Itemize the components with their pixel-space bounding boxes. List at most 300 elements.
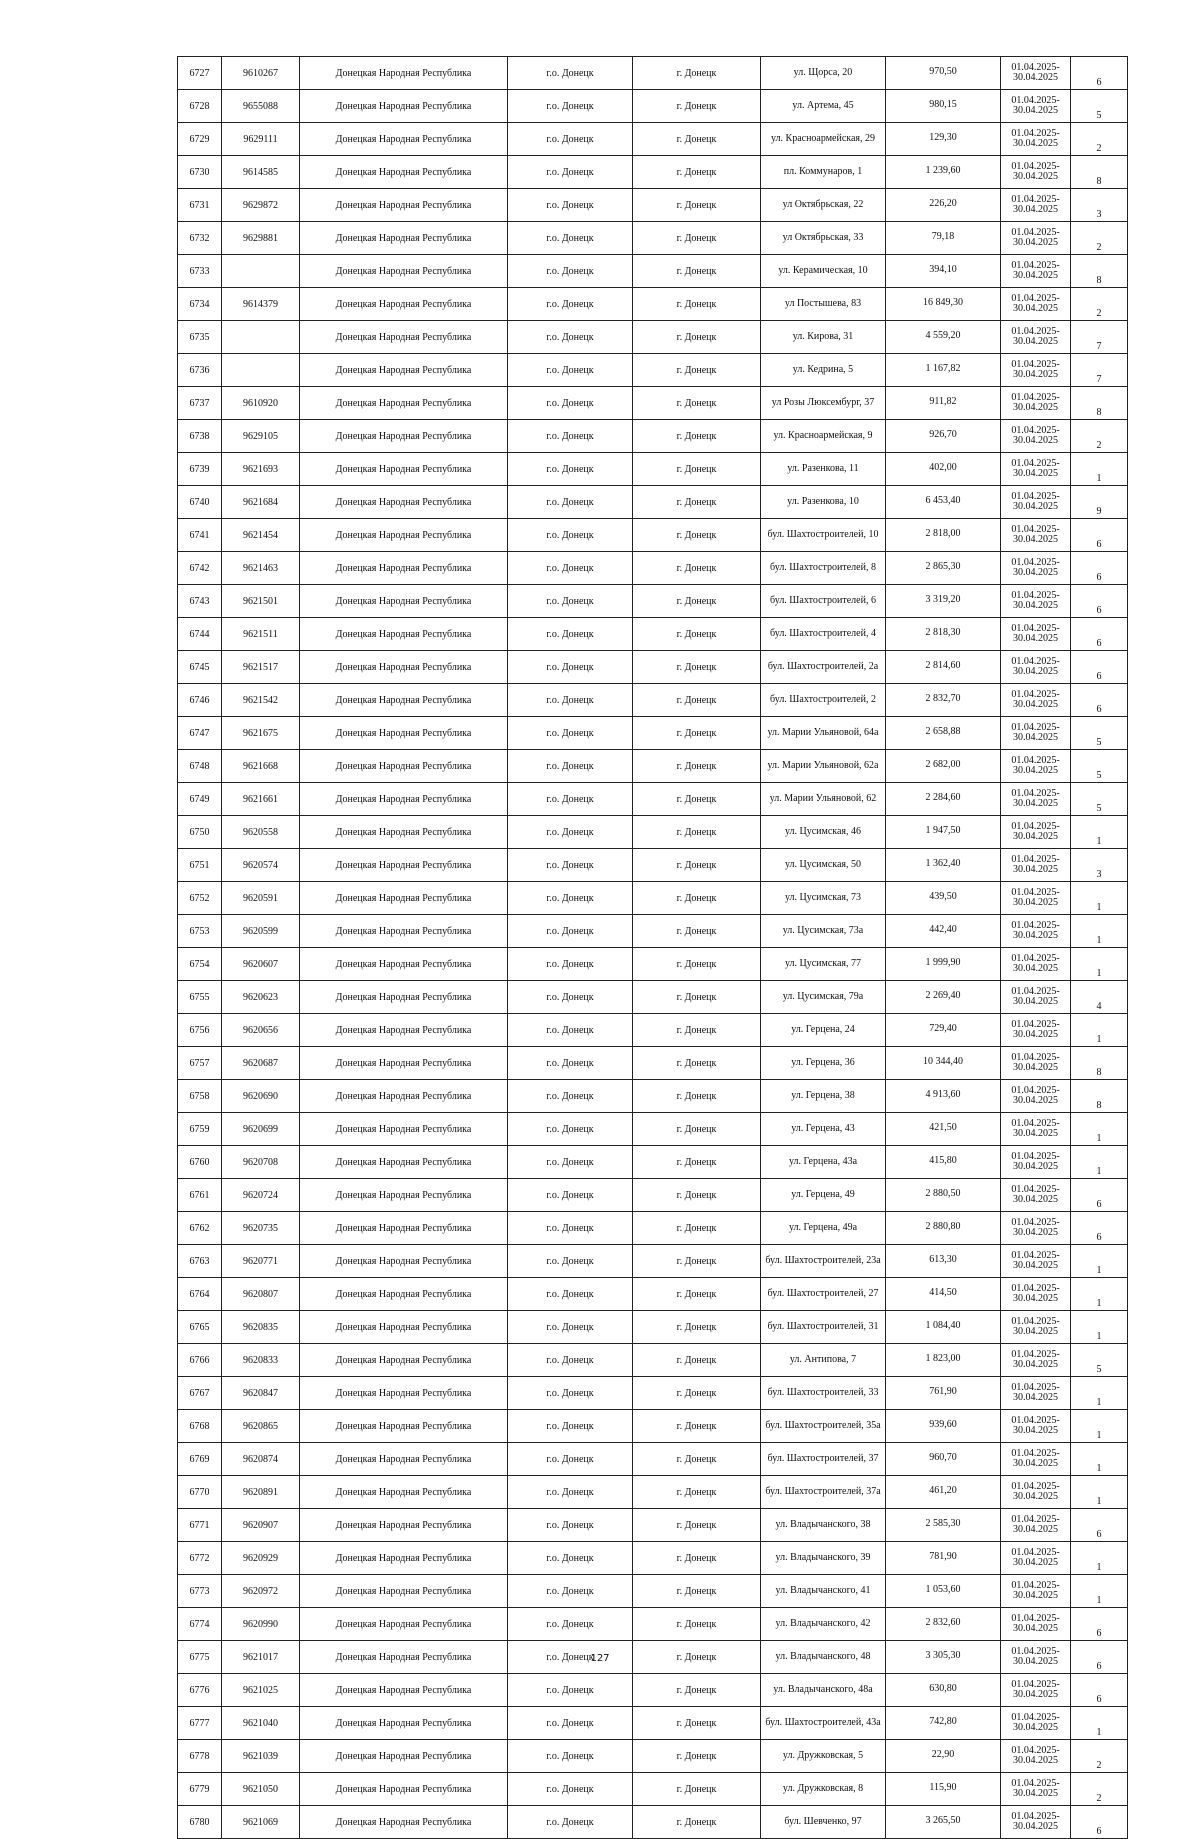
object-id-cell: 9620972 — [222, 1575, 300, 1608]
address-cell: ул. Щорса, 20 — [761, 57, 886, 90]
region-cell: Донецкая Народная Республика — [300, 1377, 508, 1410]
area-cell: 2 814,60 — [886, 651, 1001, 684]
area-cell: 2 269,40 — [886, 981, 1001, 1014]
region-cell: Донецкая Народная Республика — [300, 552, 508, 585]
area-cell: 10 344,40 — [886, 1047, 1001, 1080]
period-cell: 01.04.2025-30.04.2025 — [1001, 1080, 1071, 1113]
region-cell: Донецкая Народная Республика — [300, 1146, 508, 1179]
city-cell: г. Донецк — [633, 255, 761, 288]
count-cell: 8 — [1071, 1047, 1128, 1080]
period-cell: 01.04.2025-30.04.2025 — [1001, 1146, 1071, 1179]
row-number-cell: 6776 — [178, 1674, 222, 1707]
region-cell: Донецкая Народная Республика — [300, 1311, 508, 1344]
region-cell: Донецкая Народная Республика — [300, 948, 508, 981]
row-number-cell: 6763 — [178, 1245, 222, 1278]
row-number-cell: 6733 — [178, 255, 222, 288]
area-cell: 781,90 — [886, 1542, 1001, 1575]
city-cell: г. Донецк — [633, 948, 761, 981]
period-cell: 01.04.2025-30.04.2025 — [1001, 1806, 1071, 1839]
city-cell: г. Донецк — [633, 618, 761, 651]
region-cell: Донецкая Народная Республика — [300, 1212, 508, 1245]
city-cell: г. Донецк — [633, 453, 761, 486]
object-id-cell: 9629111 — [222, 123, 300, 156]
period-cell: 01.04.2025-30.04.2025 — [1001, 948, 1071, 981]
table-row — [178, 1014, 1128, 1047]
region-cell: Донецкая Народная Республика — [300, 486, 508, 519]
row-number-cell: 6727 — [178, 57, 222, 90]
district-cell: г.о. Донецк — [508, 288, 633, 321]
area-cell: 2 658,88 — [886, 717, 1001, 750]
row-number-cell: 6731 — [178, 189, 222, 222]
city-cell: г. Донецк — [633, 1410, 761, 1443]
count-cell: 1 — [1071, 1476, 1128, 1509]
area-cell: 1 362,40 — [886, 849, 1001, 882]
city-cell: г. Донецк — [633, 354, 761, 387]
table-row — [178, 222, 1128, 255]
city-cell: г. Донецк — [633, 882, 761, 915]
row-number-cell: 6734 — [178, 288, 222, 321]
district-cell: г.о. Донецк — [508, 1278, 633, 1311]
city-cell: г. Донецк — [633, 1740, 761, 1773]
period-cell: 01.04.2025-30.04.2025 — [1001, 585, 1071, 618]
region-cell: Донецкая Народная Республика — [300, 1509, 508, 1542]
period-cell: 01.04.2025-30.04.2025 — [1001, 1443, 1071, 1476]
area-cell: 729,40 — [886, 1014, 1001, 1047]
row-number-cell: 6750 — [178, 816, 222, 849]
row-number-cell: 6741 — [178, 519, 222, 552]
row-number-cell: 6766 — [178, 1344, 222, 1377]
count-cell: 6 — [1071, 1674, 1128, 1707]
region-cell: Донецкая Народная Республика — [300, 1740, 508, 1773]
region-cell: Донецкая Народная Республика — [300, 222, 508, 255]
table-row — [178, 519, 1128, 552]
district-cell: г.о. Донецк — [508, 1476, 633, 1509]
object-id-cell: 9629881 — [222, 222, 300, 255]
count-cell: 1 — [1071, 816, 1128, 849]
address-cell: ул. Владычанского, 39 — [761, 1542, 886, 1575]
object-id-cell: 9620929 — [222, 1542, 300, 1575]
object-id-cell: 9620690 — [222, 1080, 300, 1113]
district-cell: г.о. Донецк — [508, 684, 633, 717]
region-cell: Донецкая Народная Республика — [300, 1245, 508, 1278]
period-cell: 01.04.2025-30.04.2025 — [1001, 915, 1071, 948]
district-cell: г.о. Донецк — [508, 651, 633, 684]
district-cell: г.о. Донецк — [508, 420, 633, 453]
address-cell: бул. Шахтостроителей, 35а — [761, 1410, 886, 1443]
table-row — [178, 1080, 1128, 1113]
region-cell: Донецкая Народная Республика — [300, 882, 508, 915]
area-cell: 2 880,50 — [886, 1179, 1001, 1212]
period-cell: 01.04.2025-30.04.2025 — [1001, 321, 1071, 354]
city-cell: г. Донецк — [633, 1377, 761, 1410]
city-cell: г. Донецк — [633, 1080, 761, 1113]
address-cell: ул. Антипова, 7 — [761, 1344, 886, 1377]
period-cell: 01.04.2025-30.04.2025 — [1001, 1311, 1071, 1344]
table-row — [178, 1311, 1128, 1344]
table-row — [178, 1542, 1128, 1575]
table-row — [178, 915, 1128, 948]
table-row — [178, 486, 1128, 519]
object-id-cell: 9620907 — [222, 1509, 300, 1542]
row-number-cell: 6755 — [178, 981, 222, 1014]
city-cell: г. Донецк — [633, 189, 761, 222]
object-id-cell: 9621463 — [222, 552, 300, 585]
object-id-cell: 9620724 — [222, 1179, 300, 1212]
city-cell: г. Донецк — [633, 1212, 761, 1245]
address-cell: бул. Шахтостроителей, 31 — [761, 1311, 886, 1344]
table-row — [178, 453, 1128, 486]
table-row — [178, 90, 1128, 123]
count-cell: 8 — [1071, 255, 1128, 288]
object-id-cell: 9620847 — [222, 1377, 300, 1410]
region-cell: Донецкая Народная Республика — [300, 981, 508, 1014]
city-cell: г. Донецк — [633, 783, 761, 816]
table-row — [178, 1674, 1128, 1707]
district-cell: г.о. Донецк — [508, 1146, 633, 1179]
area-cell: 461,20 — [886, 1476, 1001, 1509]
city-cell: г. Донецк — [633, 552, 761, 585]
count-cell: 5 — [1071, 90, 1128, 123]
period-cell: 01.04.2025-30.04.2025 — [1001, 354, 1071, 387]
region-cell: Донецкая Народная Республика — [300, 453, 508, 486]
region-cell: Донецкая Народная Республика — [300, 1014, 508, 1047]
city-cell: г. Донецк — [633, 1509, 761, 1542]
area-cell: 960,70 — [886, 1443, 1001, 1476]
district-cell: г.о. Донецк — [508, 1641, 633, 1674]
address-cell: бул. Шахтостроителей, 4 — [761, 618, 886, 651]
table-row — [178, 189, 1128, 222]
address-cell: ул. Кедрина, 5 — [761, 354, 886, 387]
area-cell: 1 167,82 — [886, 354, 1001, 387]
address-cell: ул. Артема, 45 — [761, 90, 886, 123]
district-cell: г.о. Донецк — [508, 1179, 633, 1212]
object-id-cell: 9620574 — [222, 849, 300, 882]
district-cell: г.о. Донецк — [508, 816, 633, 849]
row-number-cell: 6728 — [178, 90, 222, 123]
address-cell: бул. Шахтостроителей, 23а — [761, 1245, 886, 1278]
count-cell: 5 — [1071, 750, 1128, 783]
city-cell: г. Донецк — [633, 1443, 761, 1476]
row-number-cell: 6737 — [178, 387, 222, 420]
object-id-cell: 9655088 — [222, 90, 300, 123]
city-cell: г. Донецк — [633, 750, 761, 783]
region-cell: Донецкая Народная Республика — [300, 1410, 508, 1443]
region-cell: Донецкая Народная Республика — [300, 816, 508, 849]
row-number-cell: 6767 — [178, 1377, 222, 1410]
area-cell: 129,30 — [886, 123, 1001, 156]
address-cell: ул. Герцена, 49 — [761, 1179, 886, 1212]
table-row — [178, 321, 1128, 354]
table-row — [178, 1443, 1128, 1476]
city-cell: г. Донецк — [633, 816, 761, 849]
area-cell: 4 559,20 — [886, 321, 1001, 354]
area-cell: 3 305,30 — [886, 1641, 1001, 1674]
table-row — [178, 1740, 1128, 1773]
address-cell: бул. Шахтостроителей, 27 — [761, 1278, 886, 1311]
table-row — [178, 816, 1128, 849]
table-row — [178, 1344, 1128, 1377]
district-cell: г.о. Донецк — [508, 948, 633, 981]
area-cell: 16 849,30 — [886, 288, 1001, 321]
count-cell: 1 — [1071, 1377, 1128, 1410]
row-number-cell: 6742 — [178, 552, 222, 585]
count-cell: 5 — [1071, 783, 1128, 816]
district-cell: г.о. Донецк — [508, 156, 633, 189]
period-cell: 01.04.2025-30.04.2025 — [1001, 222, 1071, 255]
area-cell: 2 284,60 — [886, 783, 1001, 816]
city-cell: г. Донецк — [633, 1608, 761, 1641]
count-cell: 8 — [1071, 387, 1128, 420]
row-number-cell: 6753 — [178, 915, 222, 948]
period-cell: 01.04.2025-30.04.2025 — [1001, 816, 1071, 849]
row-number-cell: 6780 — [178, 1806, 222, 1839]
city-cell: г. Донецк — [633, 420, 761, 453]
region-cell: Донецкая Народная Республика — [300, 585, 508, 618]
period-cell: 01.04.2025-30.04.2025 — [1001, 849, 1071, 882]
table-row — [178, 585, 1128, 618]
area-cell: 226,20 — [886, 189, 1001, 222]
city-cell: г. Донецк — [633, 519, 761, 552]
district-cell: г.о. Донецк — [508, 1740, 633, 1773]
row-number-cell: 6758 — [178, 1080, 222, 1113]
table-row — [178, 948, 1128, 981]
count-cell: 1 — [1071, 1113, 1128, 1146]
count-cell: 1 — [1071, 1542, 1128, 1575]
row-number-cell: 6746 — [178, 684, 222, 717]
table-row — [178, 57, 1128, 90]
table-row — [178, 552, 1128, 585]
count-cell: 2 — [1071, 288, 1128, 321]
city-cell: г. Донецк — [633, 1641, 761, 1674]
period-cell: 01.04.2025-30.04.2025 — [1001, 90, 1071, 123]
object-id-cell: 9621542 — [222, 684, 300, 717]
area-cell: 402,00 — [886, 453, 1001, 486]
object-id-cell: 9620833 — [222, 1344, 300, 1377]
area-cell: 2 865,30 — [886, 552, 1001, 585]
table-row — [178, 1245, 1128, 1278]
district-cell: г.о. Донецк — [508, 717, 633, 750]
count-cell: 1 — [1071, 915, 1128, 948]
city-cell: г. Донецк — [633, 651, 761, 684]
row-number-cell: 6730 — [178, 156, 222, 189]
object-id-cell: 9620990 — [222, 1608, 300, 1641]
object-id-cell: 9620771 — [222, 1245, 300, 1278]
region-cell: Донецкая Народная Республика — [300, 321, 508, 354]
count-cell: 2 — [1071, 1773, 1128, 1806]
city-cell: г. Донецк — [633, 1278, 761, 1311]
row-number-cell: 6773 — [178, 1575, 222, 1608]
period-cell: 01.04.2025-30.04.2025 — [1001, 123, 1071, 156]
row-number-cell: 6745 — [178, 651, 222, 684]
row-number-cell: 6748 — [178, 750, 222, 783]
row-number-cell: 6762 — [178, 1212, 222, 1245]
area-cell: 1 947,50 — [886, 816, 1001, 849]
city-cell: г. Донецк — [633, 90, 761, 123]
region-cell: Донецкая Народная Республика — [300, 1641, 508, 1674]
registry-table — [177, 56, 1128, 1839]
count-cell: 6 — [1071, 1641, 1128, 1674]
address-cell: бул. Шахтостроителей, 33 — [761, 1377, 886, 1410]
address-cell: ул. Цусимская, 50 — [761, 849, 886, 882]
address-cell: ул. Цусимская, 73 — [761, 882, 886, 915]
city-cell: г. Донецк — [633, 57, 761, 90]
period-cell: 01.04.2025-30.04.2025 — [1001, 1113, 1071, 1146]
city-cell: г. Донецк — [633, 1311, 761, 1344]
region-cell: Донецкая Народная Республика — [300, 1476, 508, 1509]
district-cell: г.о. Донецк — [508, 849, 633, 882]
object-id-cell — [222, 354, 300, 387]
region-cell: Донецкая Народная Республика — [300, 618, 508, 651]
city-cell: г. Донецк — [633, 1806, 761, 1839]
period-cell: 01.04.2025-30.04.2025 — [1001, 387, 1071, 420]
district-cell: г.о. Донецк — [508, 1575, 633, 1608]
period-cell: 01.04.2025-30.04.2025 — [1001, 486, 1071, 519]
count-cell: 8 — [1071, 156, 1128, 189]
period-cell: 01.04.2025-30.04.2025 — [1001, 1707, 1071, 1740]
region-cell: Донецкая Народная Республика — [300, 57, 508, 90]
row-number-cell: 6749 — [178, 783, 222, 816]
period-cell: 01.04.2025-30.04.2025 — [1001, 1509, 1071, 1542]
region-cell: Донецкая Народная Республика — [300, 1344, 508, 1377]
address-cell: ул Октябрьская, 22 — [761, 189, 886, 222]
region-cell: Донецкая Народная Республика — [300, 255, 508, 288]
area-cell: 1 053,60 — [886, 1575, 1001, 1608]
count-cell: 1 — [1071, 948, 1128, 981]
count-cell: 6 — [1071, 57, 1128, 90]
period-cell: 01.04.2025-30.04.2025 — [1001, 1179, 1071, 1212]
period-cell: 01.04.2025-30.04.2025 — [1001, 1245, 1071, 1278]
district-cell: г.о. Донецк — [508, 1245, 633, 1278]
count-cell: 2 — [1071, 222, 1128, 255]
area-cell: 22,90 — [886, 1740, 1001, 1773]
count-cell: 1 — [1071, 882, 1128, 915]
count-cell: 2 — [1071, 1740, 1128, 1773]
period-cell: 01.04.2025-30.04.2025 — [1001, 189, 1071, 222]
city-cell: г. Донецк — [633, 123, 761, 156]
row-number-cell: 6769 — [178, 1443, 222, 1476]
city-cell: г. Донецк — [633, 1707, 761, 1740]
count-cell: 6 — [1071, 552, 1128, 585]
district-cell: г.о. Донецк — [508, 1608, 633, 1641]
table-row — [178, 1179, 1128, 1212]
object-id-cell: 9621025 — [222, 1674, 300, 1707]
table-row — [178, 420, 1128, 453]
table-row — [178, 1476, 1128, 1509]
count-cell: 9 — [1071, 486, 1128, 519]
count-cell: 4 — [1071, 981, 1128, 1014]
period-cell: 01.04.2025-30.04.2025 — [1001, 1641, 1071, 1674]
area-cell: 1 239,60 — [886, 156, 1001, 189]
region-cell: Донецкая Народная Республика — [300, 354, 508, 387]
region-cell: Донецкая Народная Республика — [300, 684, 508, 717]
row-number-cell: 6760 — [178, 1146, 222, 1179]
count-cell: 1 — [1071, 1410, 1128, 1443]
city-cell: г. Донецк — [633, 1773, 761, 1806]
address-cell: ул. Владычанского, 48а — [761, 1674, 886, 1707]
table-row — [178, 783, 1128, 816]
object-id-cell: 9629105 — [222, 420, 300, 453]
period-cell: 01.04.2025-30.04.2025 — [1001, 255, 1071, 288]
count-cell: 3 — [1071, 849, 1128, 882]
address-cell: ул. Марии Ульяновой, 64а — [761, 717, 886, 750]
area-cell: 2 832,70 — [886, 684, 1001, 717]
city-cell: г. Донецк — [633, 717, 761, 750]
city-cell: г. Донецк — [633, 288, 761, 321]
table-row — [178, 1773, 1128, 1806]
area-cell: 980,15 — [886, 90, 1001, 123]
object-id-cell: 9620591 — [222, 882, 300, 915]
object-id-cell: 9621050 — [222, 1773, 300, 1806]
address-cell: пл. Коммунаров, 1 — [761, 156, 886, 189]
region-cell: Донецкая Народная Республика — [300, 1542, 508, 1575]
table-row — [178, 1212, 1128, 1245]
region-cell: Донецкая Народная Республика — [300, 849, 508, 882]
table-row — [178, 750, 1128, 783]
count-cell: 6 — [1071, 651, 1128, 684]
address-cell: ул Октябрьская, 33 — [761, 222, 886, 255]
object-id-cell: 9620558 — [222, 816, 300, 849]
count-cell: 2 — [1071, 420, 1128, 453]
district-cell: г.о. Донецк — [508, 552, 633, 585]
object-id-cell: 9621668 — [222, 750, 300, 783]
table-row — [178, 849, 1128, 882]
object-id-cell: 9621454 — [222, 519, 300, 552]
count-cell: 7 — [1071, 321, 1128, 354]
object-id-cell: 9621511 — [222, 618, 300, 651]
area-cell: 442,40 — [886, 915, 1001, 948]
row-number-cell: 6729 — [178, 123, 222, 156]
area-cell: 2 682,00 — [886, 750, 1001, 783]
period-cell: 01.04.2025-30.04.2025 — [1001, 1410, 1071, 1443]
area-cell: 421,50 — [886, 1113, 1001, 1146]
row-number-cell: 6735 — [178, 321, 222, 354]
row-number-cell: 6757 — [178, 1047, 222, 1080]
row-number-cell: 6747 — [178, 717, 222, 750]
district-cell: г.о. Донецк — [508, 387, 633, 420]
object-id-cell: 9620708 — [222, 1146, 300, 1179]
district-cell: г.о. Донецк — [508, 90, 633, 123]
address-cell: ул. Красноармейская, 9 — [761, 420, 886, 453]
count-cell: 3 — [1071, 189, 1128, 222]
area-cell: 3 319,20 — [886, 585, 1001, 618]
table-row — [178, 981, 1128, 1014]
address-cell: ул. Кирова, 31 — [761, 321, 886, 354]
city-cell: г. Донецк — [633, 1014, 761, 1047]
table-row — [178, 1608, 1128, 1641]
count-cell: 6 — [1071, 585, 1128, 618]
address-cell: ул. Владычанского, 48 — [761, 1641, 886, 1674]
district-cell: г.о. Донецк — [508, 783, 633, 816]
region-cell: Донецкая Народная Республика — [300, 90, 508, 123]
object-id-cell: 9629872 — [222, 189, 300, 222]
count-cell: 1 — [1071, 1146, 1128, 1179]
object-id-cell: 9620835 — [222, 1311, 300, 1344]
count-cell: 6 — [1071, 618, 1128, 651]
district-cell: г.о. Донецк — [508, 1806, 633, 1839]
address-cell: ул. Марии Ульяновой, 62 — [761, 783, 886, 816]
period-cell: 01.04.2025-30.04.2025 — [1001, 1575, 1071, 1608]
table-row — [178, 882, 1128, 915]
period-cell: 01.04.2025-30.04.2025 — [1001, 1740, 1071, 1773]
table-row — [178, 1806, 1128, 1839]
object-id-cell: 9620607 — [222, 948, 300, 981]
region-cell: Донецкая Народная Республика — [300, 1080, 508, 1113]
city-cell: г. Донецк — [633, 321, 761, 354]
district-cell: г.о. Донецк — [508, 486, 633, 519]
area-cell: 613,30 — [886, 1245, 1001, 1278]
period-cell: 01.04.2025-30.04.2025 — [1001, 684, 1071, 717]
district-cell: г.о. Донецк — [508, 1047, 633, 1080]
